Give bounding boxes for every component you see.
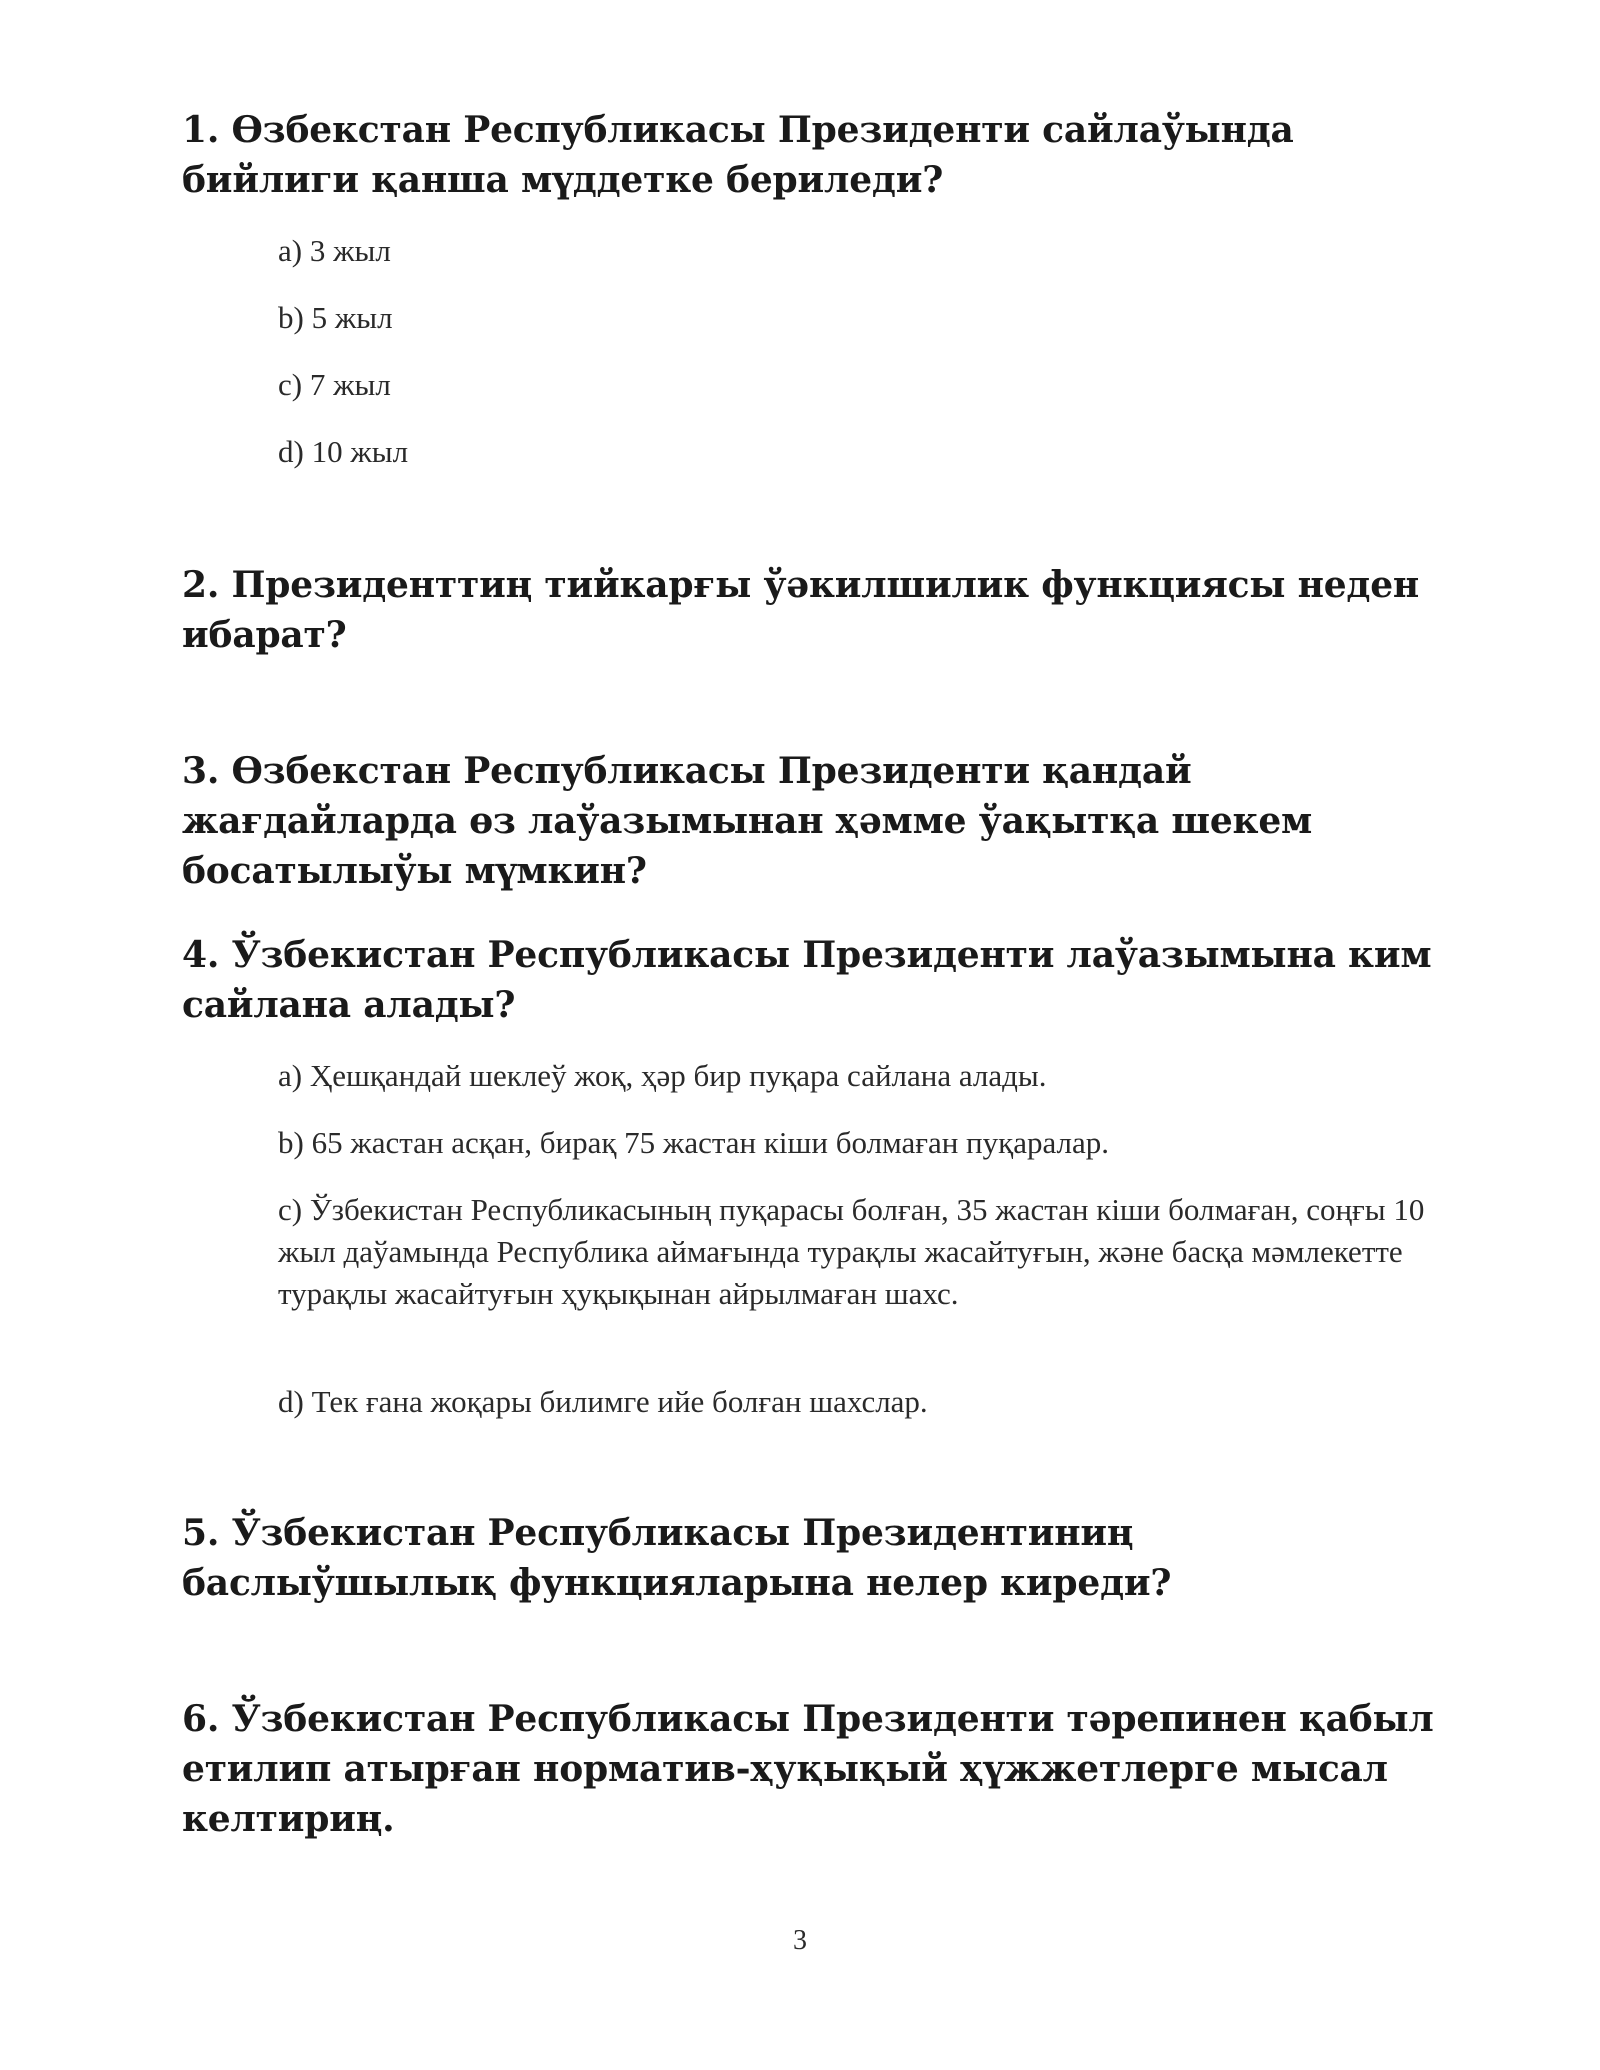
question-5-title: 5. Ўзбекистан Республикасы Президентиниң баслыўшылық функцияларына нелер киреди?	[182, 1512, 1172, 1604]
question-4-title: 4. Ўзбекистан Республикасы Президенти лаўазымына ким сайлана алады?	[182, 934, 1432, 1026]
question-2-title: 2. Президенттиң тийкарғы ўәкилшилик функциясы неден ибарат?	[182, 564, 1420, 656]
question-1	[182, 105, 1442, 205]
option-b: b) 65 жастан асқан, бирақ 75 жастан кіши болмаған пуқаралар.	[278, 1125, 1109, 1160]
option-d: d) 10 жыл	[278, 434, 409, 469]
question-1-title: 1. Өзбекстан Республикасы Президенти сайлаўында бийлиги қанша мүддетке бериледи?	[182, 109, 1294, 201]
option-a: a) Ҳешқандай шеклеў жоқ, ҳәр бир пуқара сайлана алады.	[278, 1058, 1047, 1093]
question-3-title: 3. Өзбекстан Республикасы Президенти қандай жағдайларда өз лаўазымынан ҳәмме ўақытқа шекем босатылыўы мүмкин?	[182, 750, 1313, 892]
option-b: b) 5 жыл	[278, 300, 393, 335]
option-d: d) Тек ғана жоқары билимге ийе болған шахслар.	[278, 1384, 928, 1419]
question-6	[182, 1694, 1442, 1844]
page-number: 3	[793, 1925, 807, 1956]
question-4	[182, 930, 1442, 1030]
question-3	[182, 746, 1442, 896]
question-5	[182, 1508, 1442, 1608]
question-2	[182, 560, 1442, 660]
option-c: c) 7 жыл	[278, 367, 391, 402]
option-a: a) 3 жыл	[278, 233, 391, 268]
question-6-title: 6. Ўзбекистан Республикасы Президенти тәрепинен қабыл етилип атырған норматив-ҳуқықый ҳүжжетлерге мысал келтириң.	[182, 1698, 1434, 1840]
option-c: c) Ўзбекистан Республикасының пуқарасы болған, 35 жастан кіши болмаған, соңғы 10 жыл даўамында Республика аймағында турақлы жасайтуғын, және басқа мәмлекетте турақлы жасайтуғын ҳуқықынан айрылмаған шахс.	[278, 1192, 1425, 1311]
